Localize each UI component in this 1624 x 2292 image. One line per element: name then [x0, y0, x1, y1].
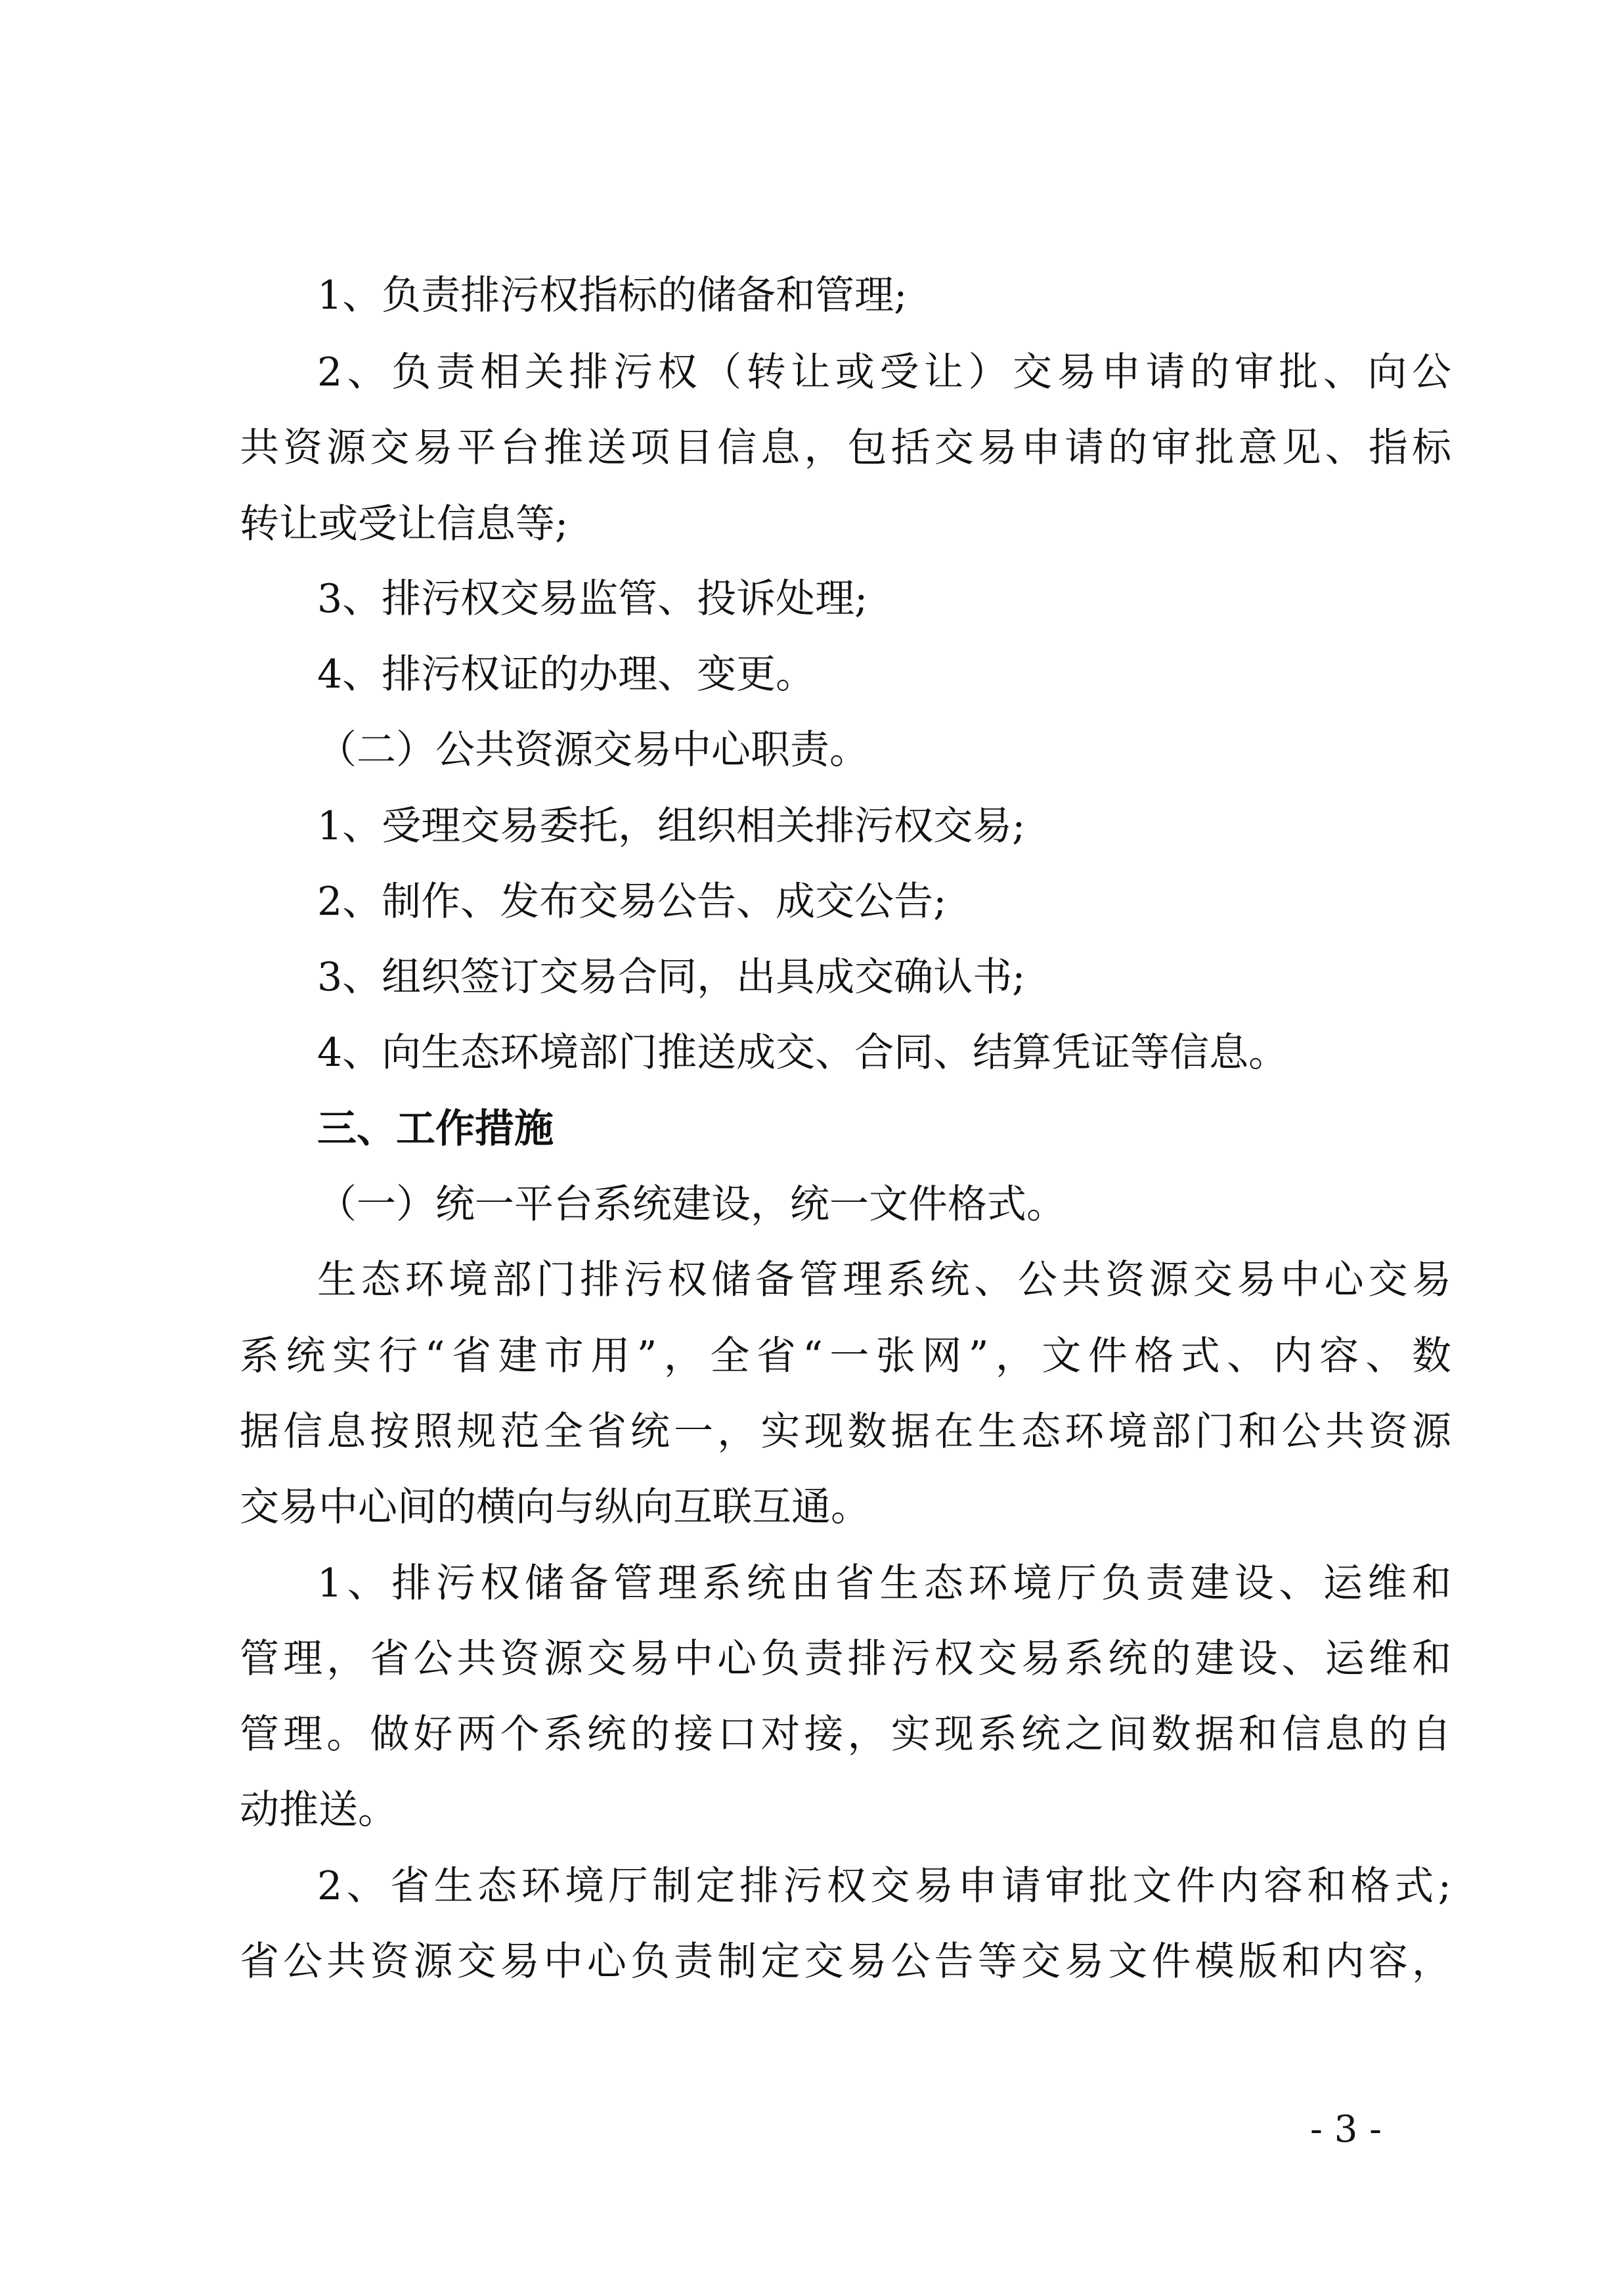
text-line: 转让或受让信息等;: [240, 501, 569, 547]
section-subheading: （一）统一平台系统建设，统一文件格式。: [317, 1181, 1066, 1227]
text-line: 生态环境部门排污权储备管理系统、公共资源交易中心交易: [317, 1257, 1451, 1303]
text-line: 交易中心间的横向与纵向互联互通。: [240, 1484, 870, 1530]
page-number: - 3 -: [1310, 2108, 1382, 2151]
text-line: 2、省生态环境厅制定排污权交易申请审批文件内容和格式;: [317, 1863, 1451, 1909]
text-line: 3、排污权交易监管、投诉处理;: [317, 576, 868, 622]
text-line: 1、负责排污权指标的储备和管理;: [317, 273, 908, 319]
text-line: 4、向生态环境部门推送成交、合同、结算凭证等信息。: [317, 1030, 1288, 1076]
text-line: 4、排污权证的办理、变更。: [317, 651, 816, 697]
text-line: 系统实行“省建市用”，全省“一张网”，文件格式、内容、数: [240, 1333, 1451, 1379]
text-line: 共资源交易平台推送项目信息，包括交易申请的审批意见、指标: [240, 425, 1451, 471]
text-line: 1、受理交易委托，组织相关排污权交易;: [317, 803, 1026, 849]
text-line: 省公共资源交易中心负责制定交易公告等交易文件模版和内容，: [240, 1939, 1451, 1985]
text-line: 1、排污权储备管理系统由省生态环境厅负责建设、运维和: [317, 1560, 1451, 1606]
text-line: 2、负责相关排污权（转让或受让）交易申请的审批、向公: [317, 349, 1451, 395]
text-line: 管理，省公共资源交易中心负责排污权交易系统的建设、运维和: [240, 1636, 1451, 1682]
text-line: 管理。做好两个系统的接口对接，实现系统之间数据和信息的自: [240, 1711, 1451, 1757]
text-line: 动推送。: [240, 1787, 397, 1833]
section-heading: 三、工作措施: [317, 1106, 554, 1152]
text-line: 3、组织签订交易合同，出具成交确认书;: [317, 954, 1026, 1000]
section-subheading: （二）公共资源交易中心职责。: [317, 727, 869, 773]
text-line: 据信息按照规范全省统一，实现数据在生态环境部门和公共资源: [240, 1409, 1451, 1455]
text-line: 2、制作、发布交易公告、成交公告;: [317, 879, 947, 925]
